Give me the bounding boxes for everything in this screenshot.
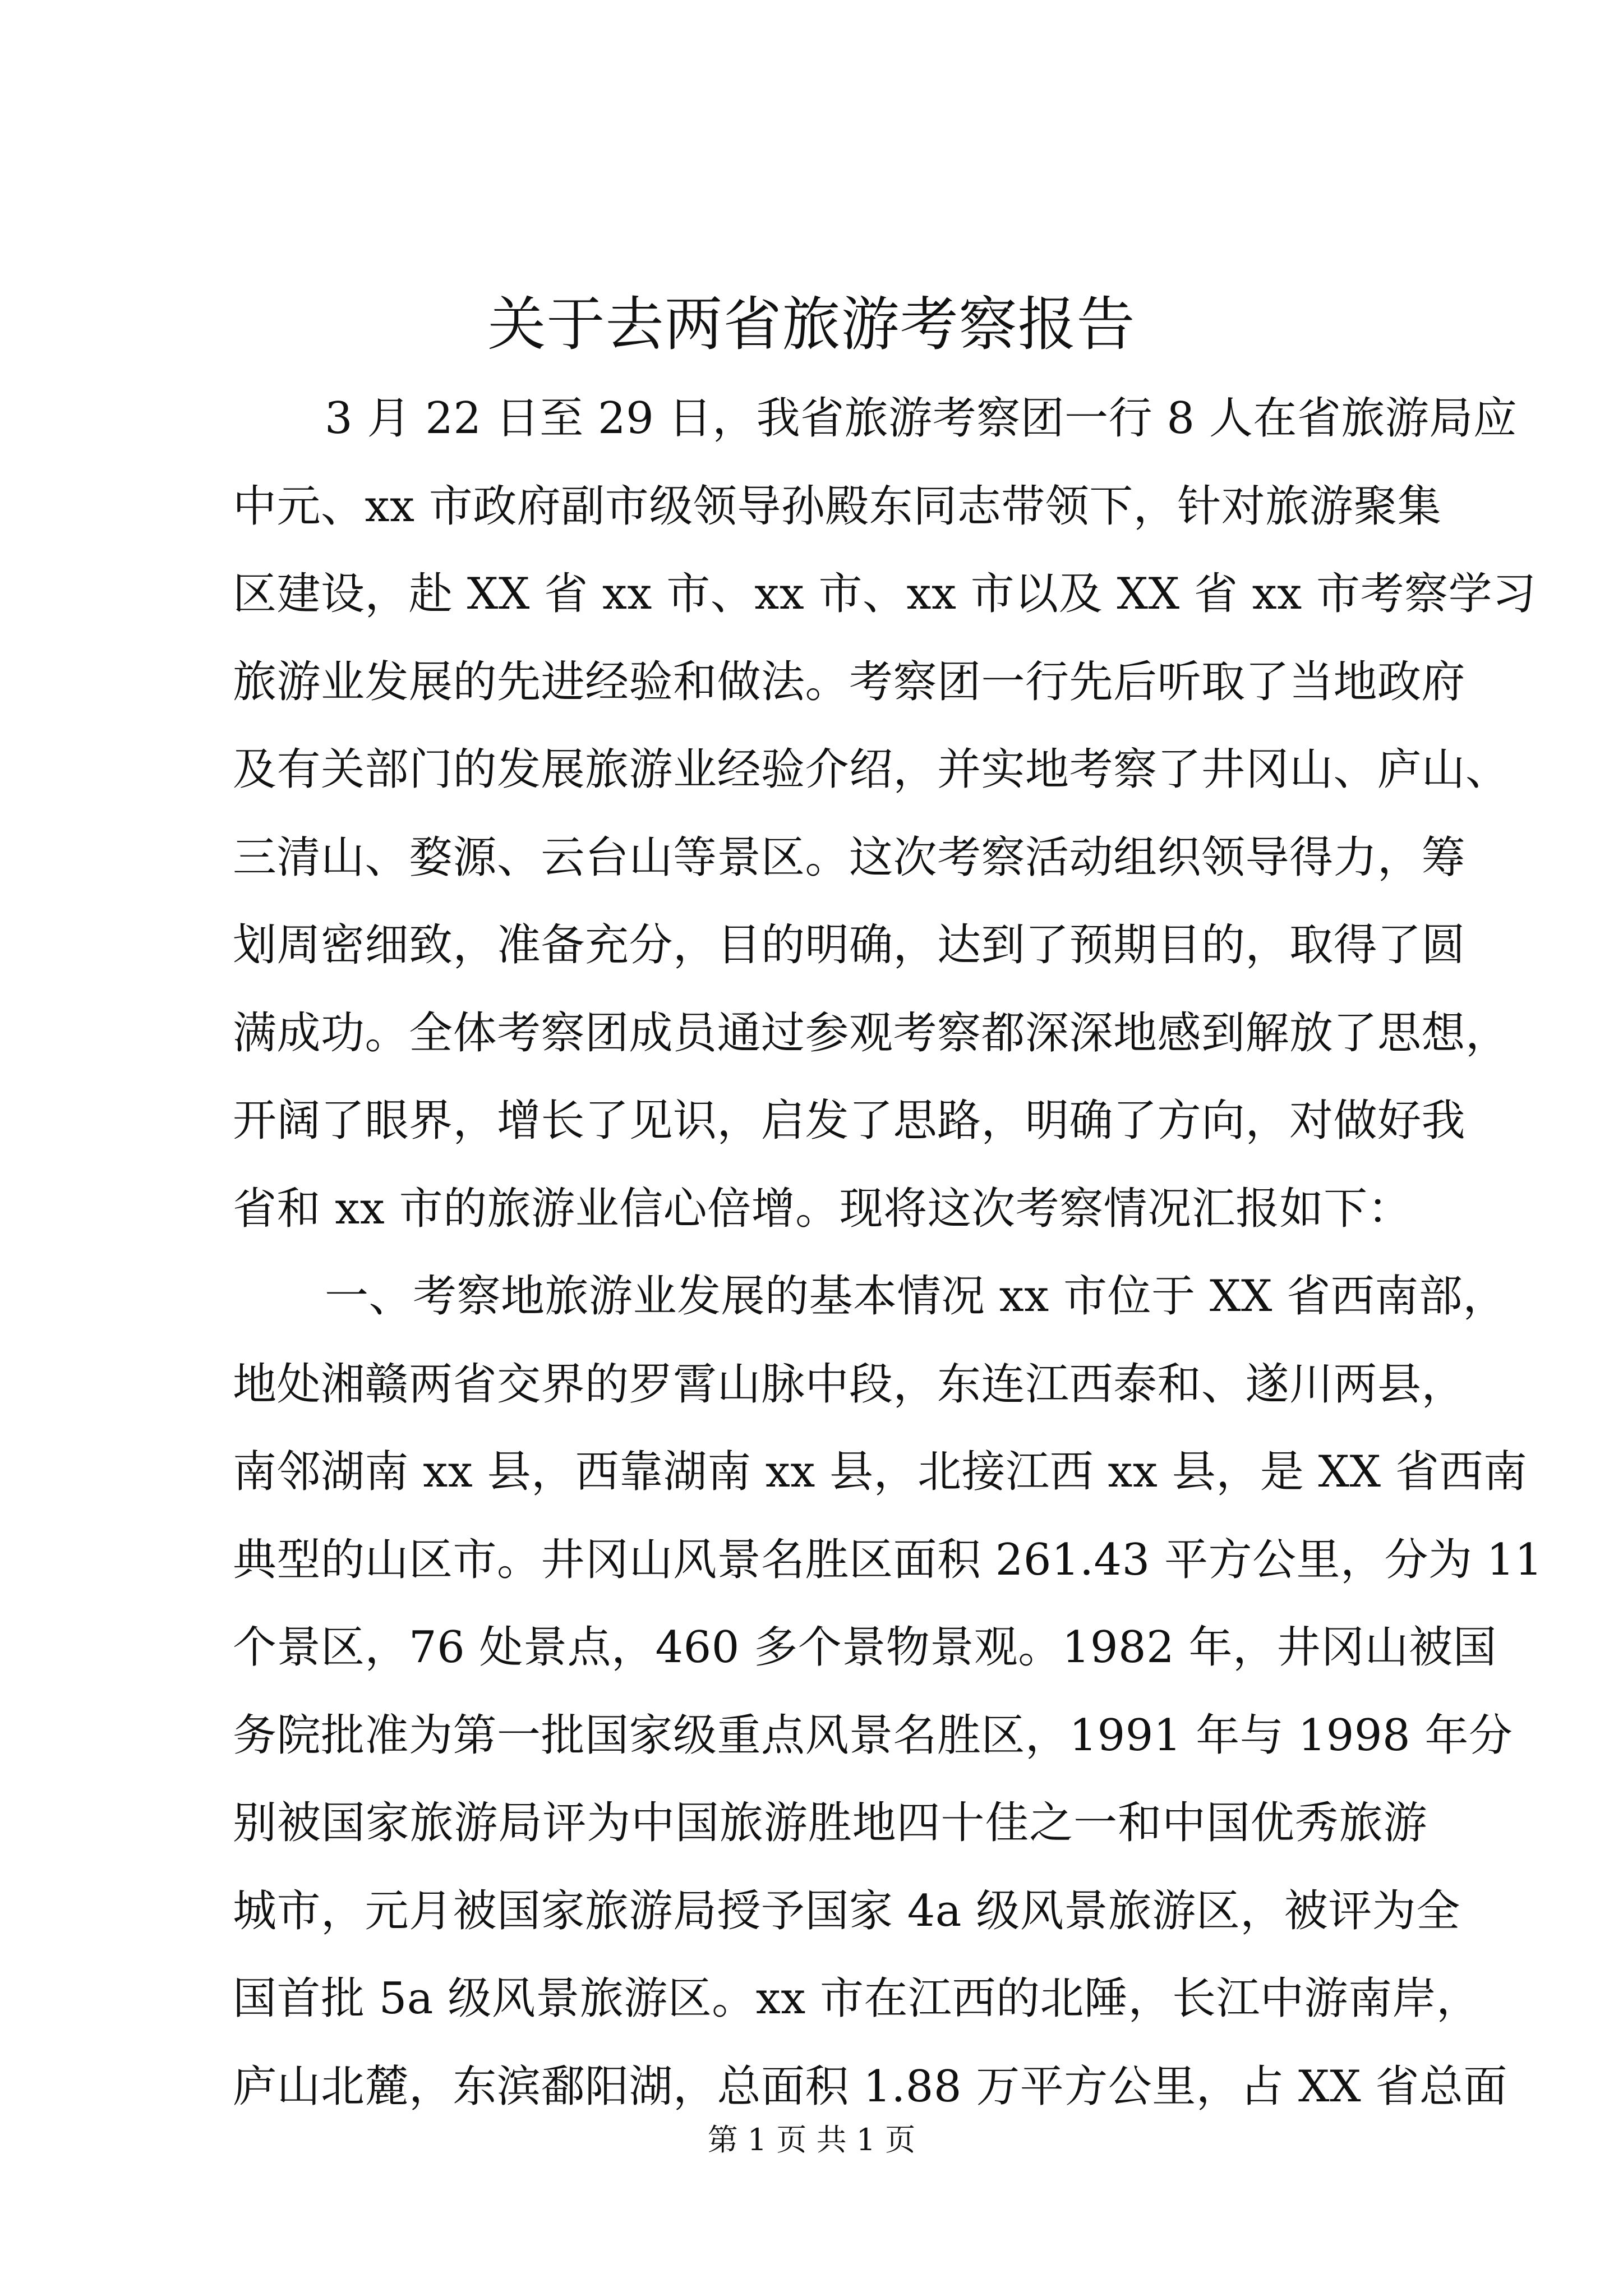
paragraph-2-line-7: 别被国家旅游局评为中国旅游胜地四十佳之一和中国优秀旅游: [233, 1798, 1427, 1848]
paragraph-2-line-5: 个景区，76 处景点，460 多个景物景观。1982 年，井冈山被国: [233, 1622, 1497, 1673]
document-title: 关于去两省旅游考察报告: [487, 290, 1136, 358]
paragraph-1-line-4: 旅游业发展的先进经验和做法。考察团一行先后听取了当地政府: [233, 656, 1466, 707]
paragraph-1-line-5: 及有关部门的发展旅游业经验介绍，并实地考察了井冈山、庐山、: [233, 744, 1510, 795]
page-footer: 第 1 页 共 1 页: [707, 2122, 916, 2157]
document-body: [233, 375, 1543, 2131]
paragraph-2-line-3: 南邻湖南 xx 县，西靠湖南 xx 县，北接江西 xx 县，是 XX 省西南: [233, 1447, 1528, 1497]
paragraph-2-line-9: 国首批 5a 级风景旅游区。xx 市在江西的北陲，长江中游南岸，: [233, 1973, 1481, 2024]
paragraph-2-line-8: 城市，元月被国家旅游局授予国家 4a 级风景旅游区，被评为全: [233, 1885, 1460, 1936]
paragraph-2-line-2: 地处湘赣两省交界的罗霄山脉中段，东连江西泰和、遂川两县，: [233, 1359, 1466, 1410]
paragraph-2-line-10: 庐山北麓，东滨鄱阳湖，总面积 1.88 万平方公里，占 XX 省总面: [233, 2061, 1507, 2112]
paragraph-1-line-9: 开阔了眼界，增长了见识，启发了思路，明确了方向，对做好我: [233, 1096, 1466, 1146]
paragraph-1-line-7: 划周密细致，准备充分，目的明确，达到了预期目的，取得了圆: [233, 920, 1466, 970]
paragraph-2-line-4: 典型的山区市。井冈山风景名胜区面积 261.43 平方公里，分为 11: [233, 1534, 1543, 1585]
paragraph-1-line-3: 区建设，赴 XX 省 xx 市、xx 市、xx 市以及 XX 省 xx 市考察学习: [233, 569, 1537, 619]
paragraph-1-line-8: 满成功。全体考察团成员通过参观考察都深深地感到解放了思想，: [233, 1007, 1510, 1059]
paragraph-2-line-6: 务院批准为第一批国家级重点风景名胜区，1991 年与 1998 年分: [233, 1710, 1513, 1761]
paragraph-1-line-2: 中元、xx 市政府副市级领导孙殿东同志带领下，针对旅游聚集: [233, 481, 1442, 532]
paragraph-1-line-6: 三清山、婺源、云台山等景区。这次考察活动组织领导得力，筹: [233, 832, 1466, 883]
paragraph-1-line-1: 3 月 22 日至 29 日，我省旅游考察团一行 8 人在省旅游局应: [325, 393, 1518, 444]
paragraph-2-line-1: 一、考察地旅游业发展的基本情况 xx 市位于 XX 省西南部，: [325, 1271, 1507, 1322]
paragraph-1-line-10: 省和 xx 市的旅游业信心倍增。现将这次考察情况汇报如下：: [233, 1183, 1412, 1234]
